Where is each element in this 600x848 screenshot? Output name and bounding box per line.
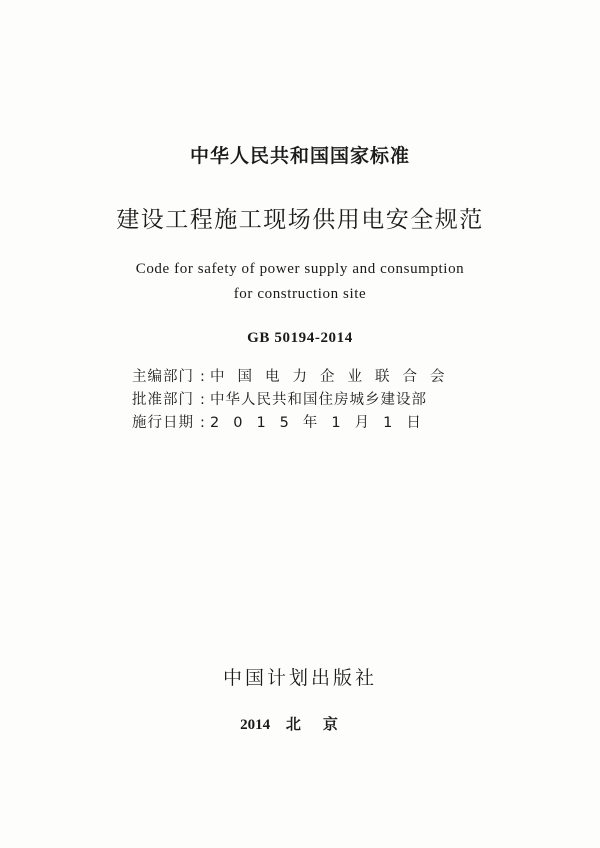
meta-row-approver xyxy=(132,389,458,412)
meta-value-effective-date: 2015年1月1日 xyxy=(210,415,435,431)
meta-row-editor xyxy=(132,366,458,389)
meta-label-editor: 主编部门 xyxy=(132,369,194,385)
publisher-name: 中国计划出版社 xyxy=(222,667,377,689)
standard-series: 中华人民共和国国家标准 xyxy=(189,145,410,167)
standard-number: GB 50194-2014 xyxy=(247,330,353,346)
title-chinese: 建设工程施工现场供用电安全规范 xyxy=(116,207,484,233)
meta-colon: : xyxy=(200,369,205,385)
publication-line xyxy=(0,713,600,734)
publication-year: 2014 xyxy=(240,717,271,733)
meta-colon: : xyxy=(200,415,205,431)
meta-row-effective-date xyxy=(132,412,458,435)
publication-city: 北京 xyxy=(285,717,360,733)
title-english xyxy=(0,257,600,307)
metadata-block xyxy=(132,366,458,435)
meta-value-editor: 中国电力企业联合会 xyxy=(210,369,458,385)
meta-value-approver: 中华人民共和国住房城乡建设部 xyxy=(210,392,427,408)
title-english-line-1: Code for safety of power supply and consumption xyxy=(135,261,465,277)
meta-colon: : xyxy=(200,392,205,408)
title-english-line-2: for construction site xyxy=(233,286,367,302)
meta-label-approver: 批准部门 xyxy=(132,392,194,408)
meta-label-effective-date: 施行日期 xyxy=(132,415,194,431)
